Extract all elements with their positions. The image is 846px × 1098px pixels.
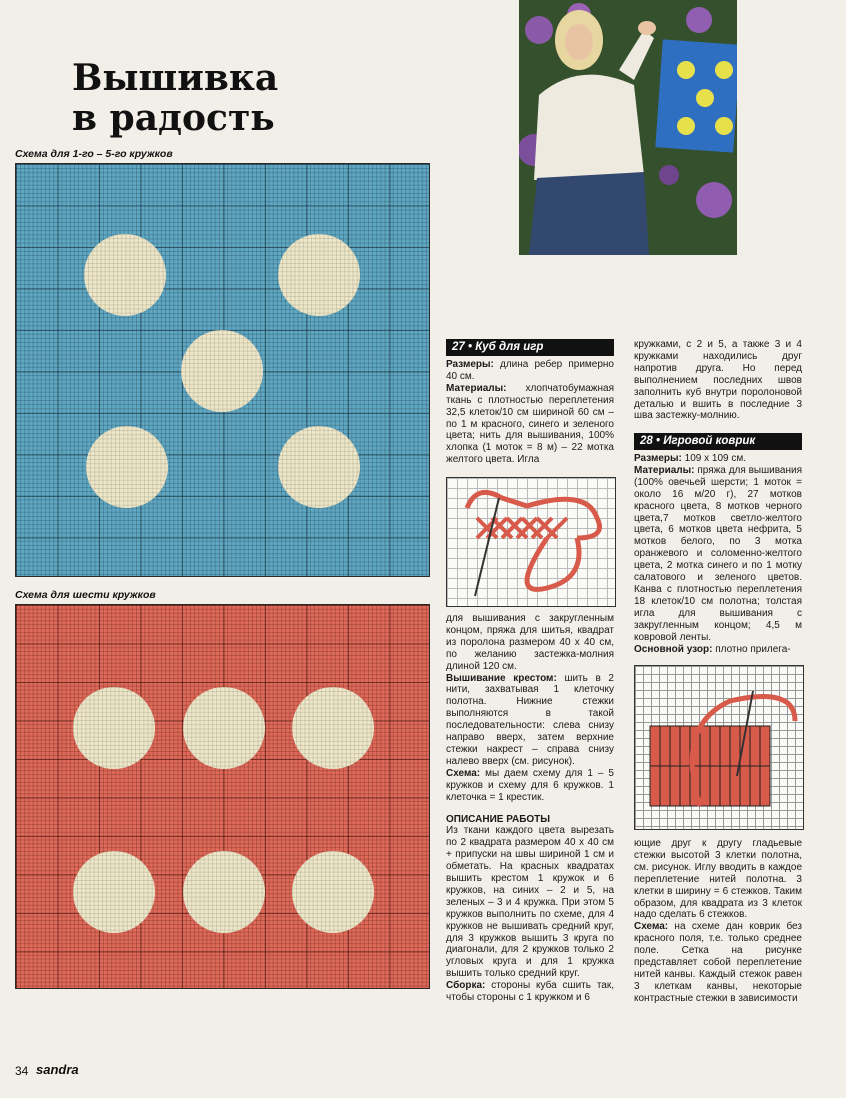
chart-circle <box>86 426 168 508</box>
photo-illustration-icon <box>519 0 737 255</box>
chart-circle <box>278 234 360 316</box>
chart-circle <box>183 687 265 769</box>
section-27-assembly-cont <box>634 339 802 422</box>
satin-stitch-icon <box>635 666 803 829</box>
blue-chart-caption: Схема для 1-го – 5-го кружков <box>15 148 173 160</box>
section-27-text <box>446 613 614 1004</box>
section-28-materials <box>634 453 802 655</box>
page-number: 34 <box>15 1064 29 1078</box>
needle-thread-icon <box>447 478 615 606</box>
magazine-logo: sandra <box>36 1062 79 1077</box>
paragraph: для вышивания с закругленным концом, пряжа для шитья, квадрат из поролона размером 40 х 40 см, по желанию застежка-молния длиной 120 см. <box>446 613 614 672</box>
section-27-heading: 27 • Куб для игр <box>446 339 614 356</box>
chart-circle <box>292 851 374 933</box>
cross-stitch-diagram <box>446 477 616 607</box>
girl-throwing-cube-photo <box>519 0 737 255</box>
paragraph: Размеры: 109 х 109 см. <box>634 453 747 464</box>
paragraph: Основной узор: плотно прилега- <box>634 643 791 655</box>
page-title <box>72 58 332 138</box>
chart-circle <box>73 687 155 769</box>
title-line-2: в радость <box>72 97 275 139</box>
paragraph: Материалы: хлопчатобумажная ткань с плотностью переплетения 32,5 клеток/10 см шириной 60 см – по 1 м красного, синего и зеленого цвета; нить для вышивания, 100% хлопка (1 моток = 8 м) – 22 мотка желтого цвета. Игла <box>446 382 614 466</box>
title-line-1: Вышивка <box>72 57 279 99</box>
chart-circle <box>292 687 374 769</box>
paragraph: Вышивание крестом: шить в 2 нити, захватывая 1 клеточку полотна. Нижние стежки выполняются в такой последовательности: слева снизу направо вверх, затем верхние стежки накрест – справа снизу налево вверх (см. рисунок). <box>446 672 614 767</box>
chart-circle <box>181 330 263 412</box>
chart-circle <box>183 851 265 933</box>
chart-circle <box>84 234 166 316</box>
blue-pattern-chart <box>15 163 430 577</box>
paragraph: Схема: мы даем схему для 1 – 5 кружков и схему для 6 кружков. 1 клеточка = 1 крестик. <box>446 767 614 803</box>
section-28-heading: 28 • Игровой коврик <box>634 433 802 450</box>
section-28-text <box>634 838 802 1005</box>
section-27-materials <box>446 359 614 466</box>
work-description-heading: ОПИСАНИЕ РАБОТЫ <box>446 813 551 825</box>
paragraph: ющие друг к другу гладьевые стежки высотой 3 клетки полотна, см. рисунок. Иглу вводить в каждое переплетение нитей полотна. 3 клетки в ширину = 6 стежков. Таким образом, для квадрата из 3 клеток надо сделать 6 стежков. <box>634 838 802 921</box>
red-pattern-chart <box>15 604 430 989</box>
paragraph: Материалы: пряжа для вышивания (100% овечьей шерсти; 1 моток = около 16 м/20 г), 27 мотков красного цвета, 8 мотков черного цвета,7 мотков светло-желтого цвета, 6 мотков цвета нефрита, 5 мотков белого, по 3 мотка оранжевого и соломенно-желтого цвета, 2 мотка синего и по 1 мотку салатового и зеленого цветов. Канва с плотностью переплетения 18 клеток/10 см полотна; толстая игла для вышивания с закругленным концом; 4,5 м ковровой ленты. <box>634 464 802 643</box>
paragraph: кружками, с 2 и 5, а также 3 и 4 кружками находились друг напротив друга. Но перед выполнением последних швов заполнить куб внутри поролоновой деталью и вшить в последние 3 шва застежку-молнию. <box>634 339 802 422</box>
chart-circle <box>73 851 155 933</box>
paragraph: Размеры: длина ребер примерно 40 см. <box>446 359 614 382</box>
paragraph: Сборка: стороны куба сшить так, чтобы стороны с 1 кружком и 6 <box>446 980 614 1004</box>
paragraph: Схема: на схеме дан коврик без красного поля, т.е. только среднее поле. Сетка на рисунке представляет собой переплетение нитей канвы. Каждый стежок равен 3 клеткам канвы, некоторые контрастные стежки в зависимости <box>634 921 802 1004</box>
paragraph: Из ткани каждого цвета вырезать по 2 квадрата размером 40 х 40 см + припуски на швы шириной 1 см и обметать. На красных квадратах вышить крестом 1 кружок и 6 кружков, на синих – 2 и 5, на зеленых – 3 и 4 кружка. При этом 5 кружков выполнить по схеме, для 4 кружков не вышивать средний круг, для 3 кружков вышить 3 круга по диагонали, для 2 кружков только 2 угловых круга и для 1 кружка вышить только средний круг. <box>446 825 614 980</box>
chart-circle <box>278 426 360 508</box>
satin-stitch-diagram <box>634 665 804 830</box>
red-chart-caption: Схема для шести кружков <box>15 589 156 601</box>
